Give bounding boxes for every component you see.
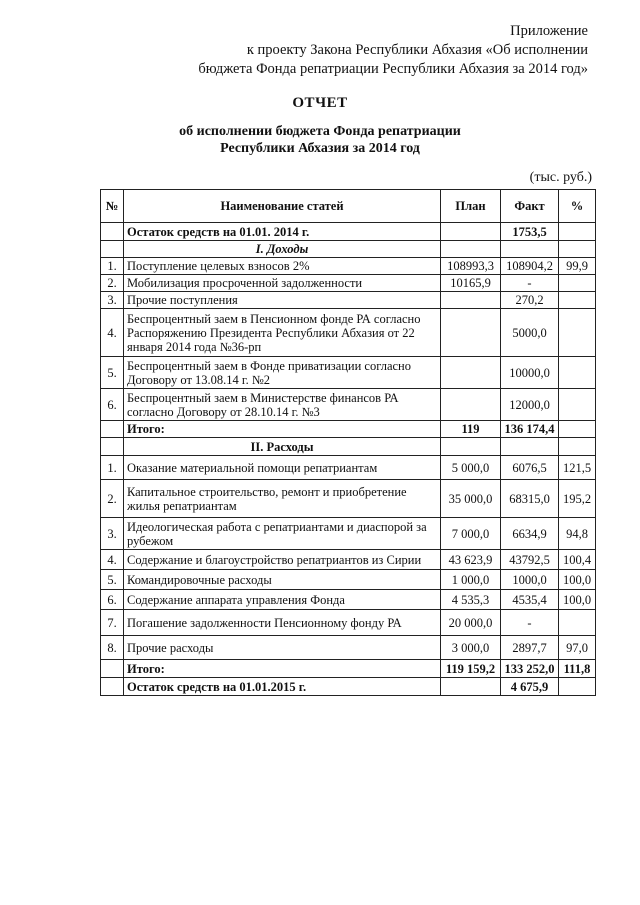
- row-name: Беспроцентный заем в Фонде приватизации согласно Договору от 13.08.14 г. №2: [124, 357, 441, 389]
- units-label: (тыс. руб.): [529, 170, 592, 185]
- row-pct: 100,0: [559, 590, 596, 610]
- header-plan: План: [441, 190, 501, 223]
- header-name: Наименование статей: [124, 190, 441, 223]
- row-num: 6.: [101, 590, 124, 610]
- row-fact: 5000,0: [501, 309, 559, 357]
- table-row: [101, 258, 596, 275]
- row-pct: [559, 309, 596, 357]
- table-row: [101, 292, 596, 309]
- row-name: Содержание аппарата управления Фонда: [124, 590, 441, 610]
- income-section-title: I. Доходы: [124, 241, 441, 258]
- row-plan: 7 000,0: [441, 518, 501, 550]
- table-row: [101, 357, 596, 389]
- subtitle-line-1: об исполнении бюджета Фонда репатриации: [179, 124, 461, 139]
- table-row: [101, 456, 596, 480]
- row-num: 5.: [101, 357, 124, 389]
- row-pct: 100,4: [559, 550, 596, 570]
- table-row: [101, 480, 596, 518]
- row-fact: -: [501, 610, 559, 636]
- table-row: [101, 636, 596, 660]
- row-name: Оказание материальной помощи репатриантам: [124, 456, 441, 480]
- budget-table: [100, 189, 596, 696]
- row-pct: 99,9: [559, 258, 596, 275]
- row-name: Содержание и благоустройство репатриантов из Сирии: [124, 550, 441, 570]
- row-pct: 195,2: [559, 480, 596, 518]
- table-row: [101, 550, 596, 570]
- row-num: 3.: [101, 518, 124, 550]
- income-total-fact: 136 174,4: [501, 421, 559, 438]
- report-subtitle: [0, 123, 640, 157]
- row-plan: 20 000,0: [441, 610, 501, 636]
- row-num: 2.: [101, 275, 124, 292]
- row-fact: 2897,7: [501, 636, 559, 660]
- row-num: 2.: [101, 480, 124, 518]
- opening-balance-label: Остаток средств на 01.01. 2014 г.: [124, 223, 441, 241]
- row-num: 7.: [101, 610, 124, 636]
- row-name: Погашение задолженности Пенсионному фонду РА: [124, 610, 441, 636]
- table-row: [101, 275, 596, 292]
- expense-total-plan: 119 159,2: [441, 660, 501, 678]
- row-fact: 4535,4: [501, 590, 559, 610]
- appendix-line-1: Приложение: [510, 23, 588, 39]
- row-fact: 12000,0: [501, 389, 559, 421]
- row-name: Прочие поступления: [124, 292, 441, 309]
- income-total-plan: 119: [441, 421, 501, 438]
- appendix-note: [68, 22, 588, 79]
- header-fact: Факт: [501, 190, 559, 223]
- row-plan: 10165,9: [441, 275, 501, 292]
- row-plan: 1 000,0: [441, 570, 501, 590]
- row-plan: 5 000,0: [441, 456, 501, 480]
- row-plan: [441, 389, 501, 421]
- expense-total-fact: 133 252,0: [501, 660, 559, 678]
- table-row: [101, 610, 596, 636]
- expense-total-row: [101, 660, 596, 678]
- expense-section-row: [101, 438, 596, 456]
- expense-total-label: Итого:: [124, 660, 441, 678]
- income-total-pct: [559, 421, 596, 438]
- closing-balance-fact: 4 675,9: [501, 678, 559, 696]
- row-num: 4.: [101, 309, 124, 357]
- report-title: ОТЧЕТ: [292, 95, 348, 111]
- row-fact: 43792,5: [501, 550, 559, 570]
- row-plan: 43 623,9: [441, 550, 501, 570]
- row-pct: [559, 275, 596, 292]
- row-fact: 1000,0: [501, 570, 559, 590]
- row-fact: 68315,0: [501, 480, 559, 518]
- table-row: [101, 389, 596, 421]
- opening-balance-fact: 1753,5: [501, 223, 559, 241]
- row-fact: 10000,0: [501, 357, 559, 389]
- row-num: 5.: [101, 570, 124, 590]
- row-num: 8.: [101, 636, 124, 660]
- income-section-row: [101, 241, 596, 258]
- row-fact: 270,2: [501, 292, 559, 309]
- row-name: Мобилизация просроченной задолженности: [124, 275, 441, 292]
- appendix-line-2: к проекту Закона Республики Абхазия «Об исполнении: [246, 42, 588, 58]
- row-pct: 100,0: [559, 570, 596, 590]
- row-pct: 97,0: [559, 636, 596, 660]
- row-plan: 35 000,0: [441, 480, 501, 518]
- header-num: №: [101, 190, 124, 223]
- row-num: 3.: [101, 292, 124, 309]
- row-plan: [441, 292, 501, 309]
- row-num: 1.: [101, 456, 124, 480]
- row-pct: 121,5: [559, 456, 596, 480]
- expense-total-pct: 111,8: [559, 660, 596, 678]
- row-plan: [441, 309, 501, 357]
- closing-balance-row: [101, 678, 596, 696]
- row-fact: -: [501, 275, 559, 292]
- row-plan: 3 000,0: [441, 636, 501, 660]
- row-pct: 94,8: [559, 518, 596, 550]
- row-plan: 108993,3: [441, 258, 501, 275]
- opening-balance-row: [101, 223, 596, 241]
- row-name: Идеологическая работа с репатриантами и диаспорой за рубежом: [124, 518, 441, 550]
- table-row: [101, 518, 596, 550]
- row-name: Беспроцентный заем в Пенсионном фонде РА согласно Распоряжению Президента Республики Абхазия от 22 января 2014 года №36-рп: [124, 309, 441, 357]
- row-fact: 108904,2: [501, 258, 559, 275]
- appendix-line-3: бюджета Фонда репатриации Республики Абхазия за 2014 год»: [198, 61, 588, 77]
- expense-section-title: II. Расходы: [124, 438, 441, 456]
- row-pct: [559, 389, 596, 421]
- row-num: 1.: [101, 258, 124, 275]
- row-name: Капитальное строительство, ремонт и приобретение жилья репатриантам: [124, 480, 441, 518]
- row-pct: [559, 292, 596, 309]
- row-name: Беспроцентный заем в Министерстве финансов РА согласно Договору от 28.10.14 г. №3: [124, 389, 441, 421]
- row-name: Поступление целевых взносов 2%: [124, 258, 441, 275]
- header-pct: %: [559, 190, 596, 223]
- closing-balance-label: Остаток средств на 01.01.2015 г.: [124, 678, 441, 696]
- table-row: [101, 590, 596, 610]
- row-pct: [559, 610, 596, 636]
- row-fact: 6076,5: [501, 456, 559, 480]
- row-pct: [559, 357, 596, 389]
- table-header-row: [101, 190, 596, 223]
- row-fact: 6634,9: [501, 518, 559, 550]
- row-name: Прочие расходы: [124, 636, 441, 660]
- row-name: Командировочные расходы: [124, 570, 441, 590]
- row-num: 6.: [101, 389, 124, 421]
- subtitle-line-2: Республики Абхазия за 2014 год: [220, 141, 420, 156]
- income-total-row: [101, 421, 596, 438]
- table-row: [101, 570, 596, 590]
- row-num: 4.: [101, 550, 124, 570]
- income-total-label: Итого:: [124, 421, 441, 438]
- table-row: [101, 309, 596, 357]
- row-plan: 4 535,3: [441, 590, 501, 610]
- row-plan: [441, 357, 501, 389]
